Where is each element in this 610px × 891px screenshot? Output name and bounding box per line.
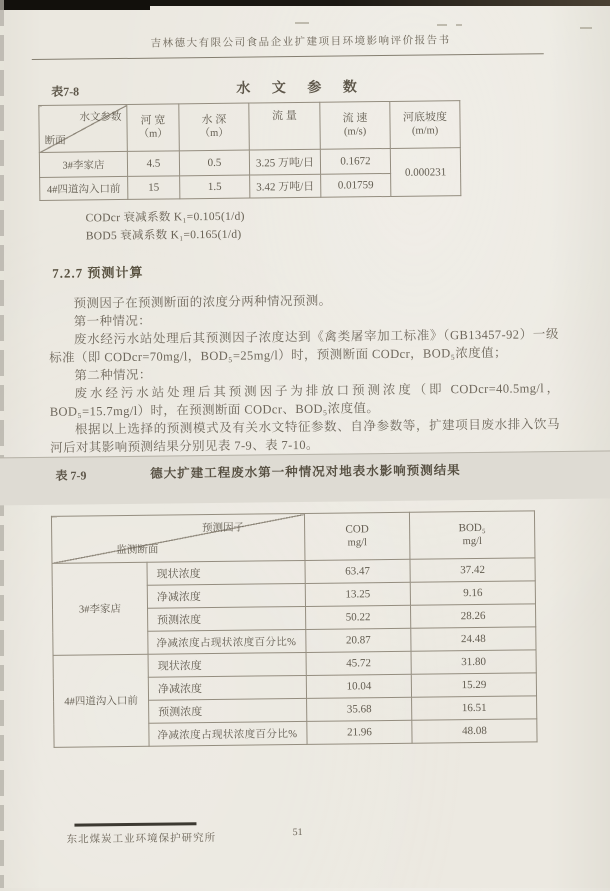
paragraph: 废水经污水站处理后其预测因子浓度达到《禽类屠宰加工标准》（GB13457-92）一级标准（即 CODcr=70mg/l，BOD₅=25mg/l）时，预测断面 CODcr，BOD₅浓度值； bbox=[49, 327, 560, 365]
table-7-9-title: 德大扩建工程废水第一种情况对地表水影响预测结果 bbox=[150, 463, 461, 481]
row-label: 净减浓度 bbox=[148, 675, 306, 700]
cell-bod: 48.08 bbox=[412, 719, 537, 743]
cell-velocity: 0.01759 bbox=[321, 173, 391, 197]
cod-decay-note: CODcr 衰减系数 K₁=0.105(1/d) bbox=[85, 210, 245, 225]
table-7-8-title: 水 文 参 数 bbox=[236, 80, 366, 97]
cell-bod: 9.16 bbox=[410, 581, 535, 605]
col-header-bod bbox=[409, 511, 535, 559]
table-7-9-label: 表 7-9 bbox=[55, 468, 87, 483]
section-name: 3#李家店 bbox=[52, 562, 148, 655]
col-header-name: 河底坡度 bbox=[402, 111, 448, 124]
cell-flow: 3.25 万吨/日 bbox=[249, 149, 320, 175]
cell-bod: 28.26 bbox=[410, 604, 535, 628]
paragraph: 第二种情况： bbox=[74, 367, 152, 383]
section-heading: 7.2.7 预测计算 bbox=[52, 264, 144, 281]
row-label: 预测浓度 bbox=[149, 698, 307, 723]
cell-bod: 37.42 bbox=[410, 558, 535, 582]
col-header-name: 流 量 bbox=[271, 110, 297, 123]
corner-top-label: 水文参数 bbox=[79, 112, 122, 124]
row-label: 净减浓度占现状浓度百分比% bbox=[148, 629, 306, 654]
col-header-name: BOD₅ bbox=[458, 521, 486, 535]
col-header-width bbox=[127, 104, 180, 152]
col-header-unit: mg/l bbox=[462, 535, 482, 548]
col-header-flow bbox=[249, 102, 321, 150]
row-label: 现状浓度 bbox=[148, 652, 306, 677]
paragraph: 第一种情况： bbox=[73, 313, 152, 329]
decay-coefficient-notes bbox=[85, 209, 245, 246]
table-row bbox=[39, 148, 460, 178]
col-header-name: 河 宽 bbox=[140, 114, 166, 127]
footer-institute-name: 东北煤炭工业环境保护研究所 bbox=[66, 832, 217, 846]
cell-cod: 35.68 bbox=[307, 697, 412, 721]
paragraph: 废水经污水站处理后其预测因子为排放口预测浓度（即 CODcr=40.5mg/l，BOD₅=15.7mg/l）时，在预测断面 CODcr、BOD₅浓度值。 bbox=[49, 381, 560, 419]
cell-bod: 16.51 bbox=[412, 696, 537, 720]
section-name: 3#李家店 bbox=[39, 151, 127, 177]
col-header-name: COD bbox=[345, 523, 369, 536]
col-header-unit: (m/m) bbox=[411, 125, 439, 137]
paragraph: 预测因子在预测断面的浓度分两种情况预测。 bbox=[73, 293, 332, 311]
corner-cell bbox=[51, 513, 305, 563]
col-header-unit: (m/s) bbox=[343, 126, 367, 138]
col-header-velocity bbox=[320, 101, 391, 149]
corner-top-label: 预测因子 bbox=[202, 522, 245, 535]
cell-bod: 31.80 bbox=[411, 650, 536, 674]
report-header-title: 吉林德大有限公司食品企业扩建项目环境影响评价报告书 bbox=[150, 35, 451, 50]
col-header-slope bbox=[390, 101, 461, 149]
page-number: 51 bbox=[292, 826, 303, 839]
cell-cod: 50.22 bbox=[306, 605, 411, 629]
cell-cod: 13.25 bbox=[305, 582, 410, 606]
cell-velocity: 0.1672 bbox=[320, 148, 390, 174]
col-header-name: 水 深 bbox=[201, 113, 227, 127]
table-7-8-label: 表7-8 bbox=[51, 84, 80, 99]
body-paragraphs bbox=[48, 289, 560, 457]
prediction-results-table bbox=[51, 510, 538, 747]
col-header-unit: mg/l bbox=[347, 537, 367, 549]
hydrology-header-row bbox=[39, 101, 461, 153]
cell-cod: 10.04 bbox=[306, 674, 411, 698]
row-label: 净减浓度 bbox=[147, 583, 305, 608]
col-header-unit: （m） bbox=[199, 127, 229, 140]
prediction-header-row bbox=[51, 511, 535, 563]
cell-bod: 15.29 bbox=[411, 673, 536, 697]
corner-cell bbox=[39, 104, 128, 152]
section-name: 4#四道沟入口前 bbox=[40, 176, 128, 200]
row-label: 现状浓度 bbox=[147, 560, 305, 585]
cell-cod: 21.96 bbox=[307, 720, 412, 744]
cell-slope-merged: 0.000231 bbox=[390, 148, 461, 197]
paragraph: 根据以上选择的预测模式及有关水文特征参数、自净参数等，扩建项目废水排入饮马河后对其影响预测结果分别见表 7-9、表 7-10。 bbox=[50, 417, 561, 455]
cell-depth: 0.5 bbox=[179, 150, 249, 176]
cell-depth: 1.5 bbox=[180, 175, 250, 199]
cell-cod: 45.72 bbox=[306, 651, 411, 675]
col-header-depth bbox=[179, 103, 250, 151]
footer-rule bbox=[74, 822, 196, 826]
section-name: 4#四道沟入口前 bbox=[53, 654, 149, 747]
col-header-name: 流 速 bbox=[342, 112, 368, 125]
col-header-cod bbox=[304, 512, 410, 560]
row-label: 净减浓度占现状浓度百分比% bbox=[149, 721, 307, 746]
corner-bottom-label: 监测断面 bbox=[116, 544, 159, 557]
col-header-unit: （m） bbox=[138, 128, 168, 140]
row-label: 预测浓度 bbox=[148, 606, 306, 631]
cell-river-width: 4.5 bbox=[127, 151, 179, 177]
cell-river-width: 15 bbox=[128, 176, 180, 200]
cell-cod: 63.47 bbox=[305, 559, 410, 583]
hydrology-table bbox=[38, 100, 461, 201]
bod-decay-note: BOD5 衰减系数 K₁=0.165(1/d) bbox=[85, 228, 242, 242]
header-rule bbox=[32, 53, 544, 60]
cell-bod: 24.48 bbox=[411, 627, 536, 651]
corner-bottom-label: 断面 bbox=[44, 135, 66, 147]
cell-flow: 3.42 万吨/日 bbox=[250, 174, 321, 198]
cell-cod: 20.87 bbox=[306, 628, 411, 652]
